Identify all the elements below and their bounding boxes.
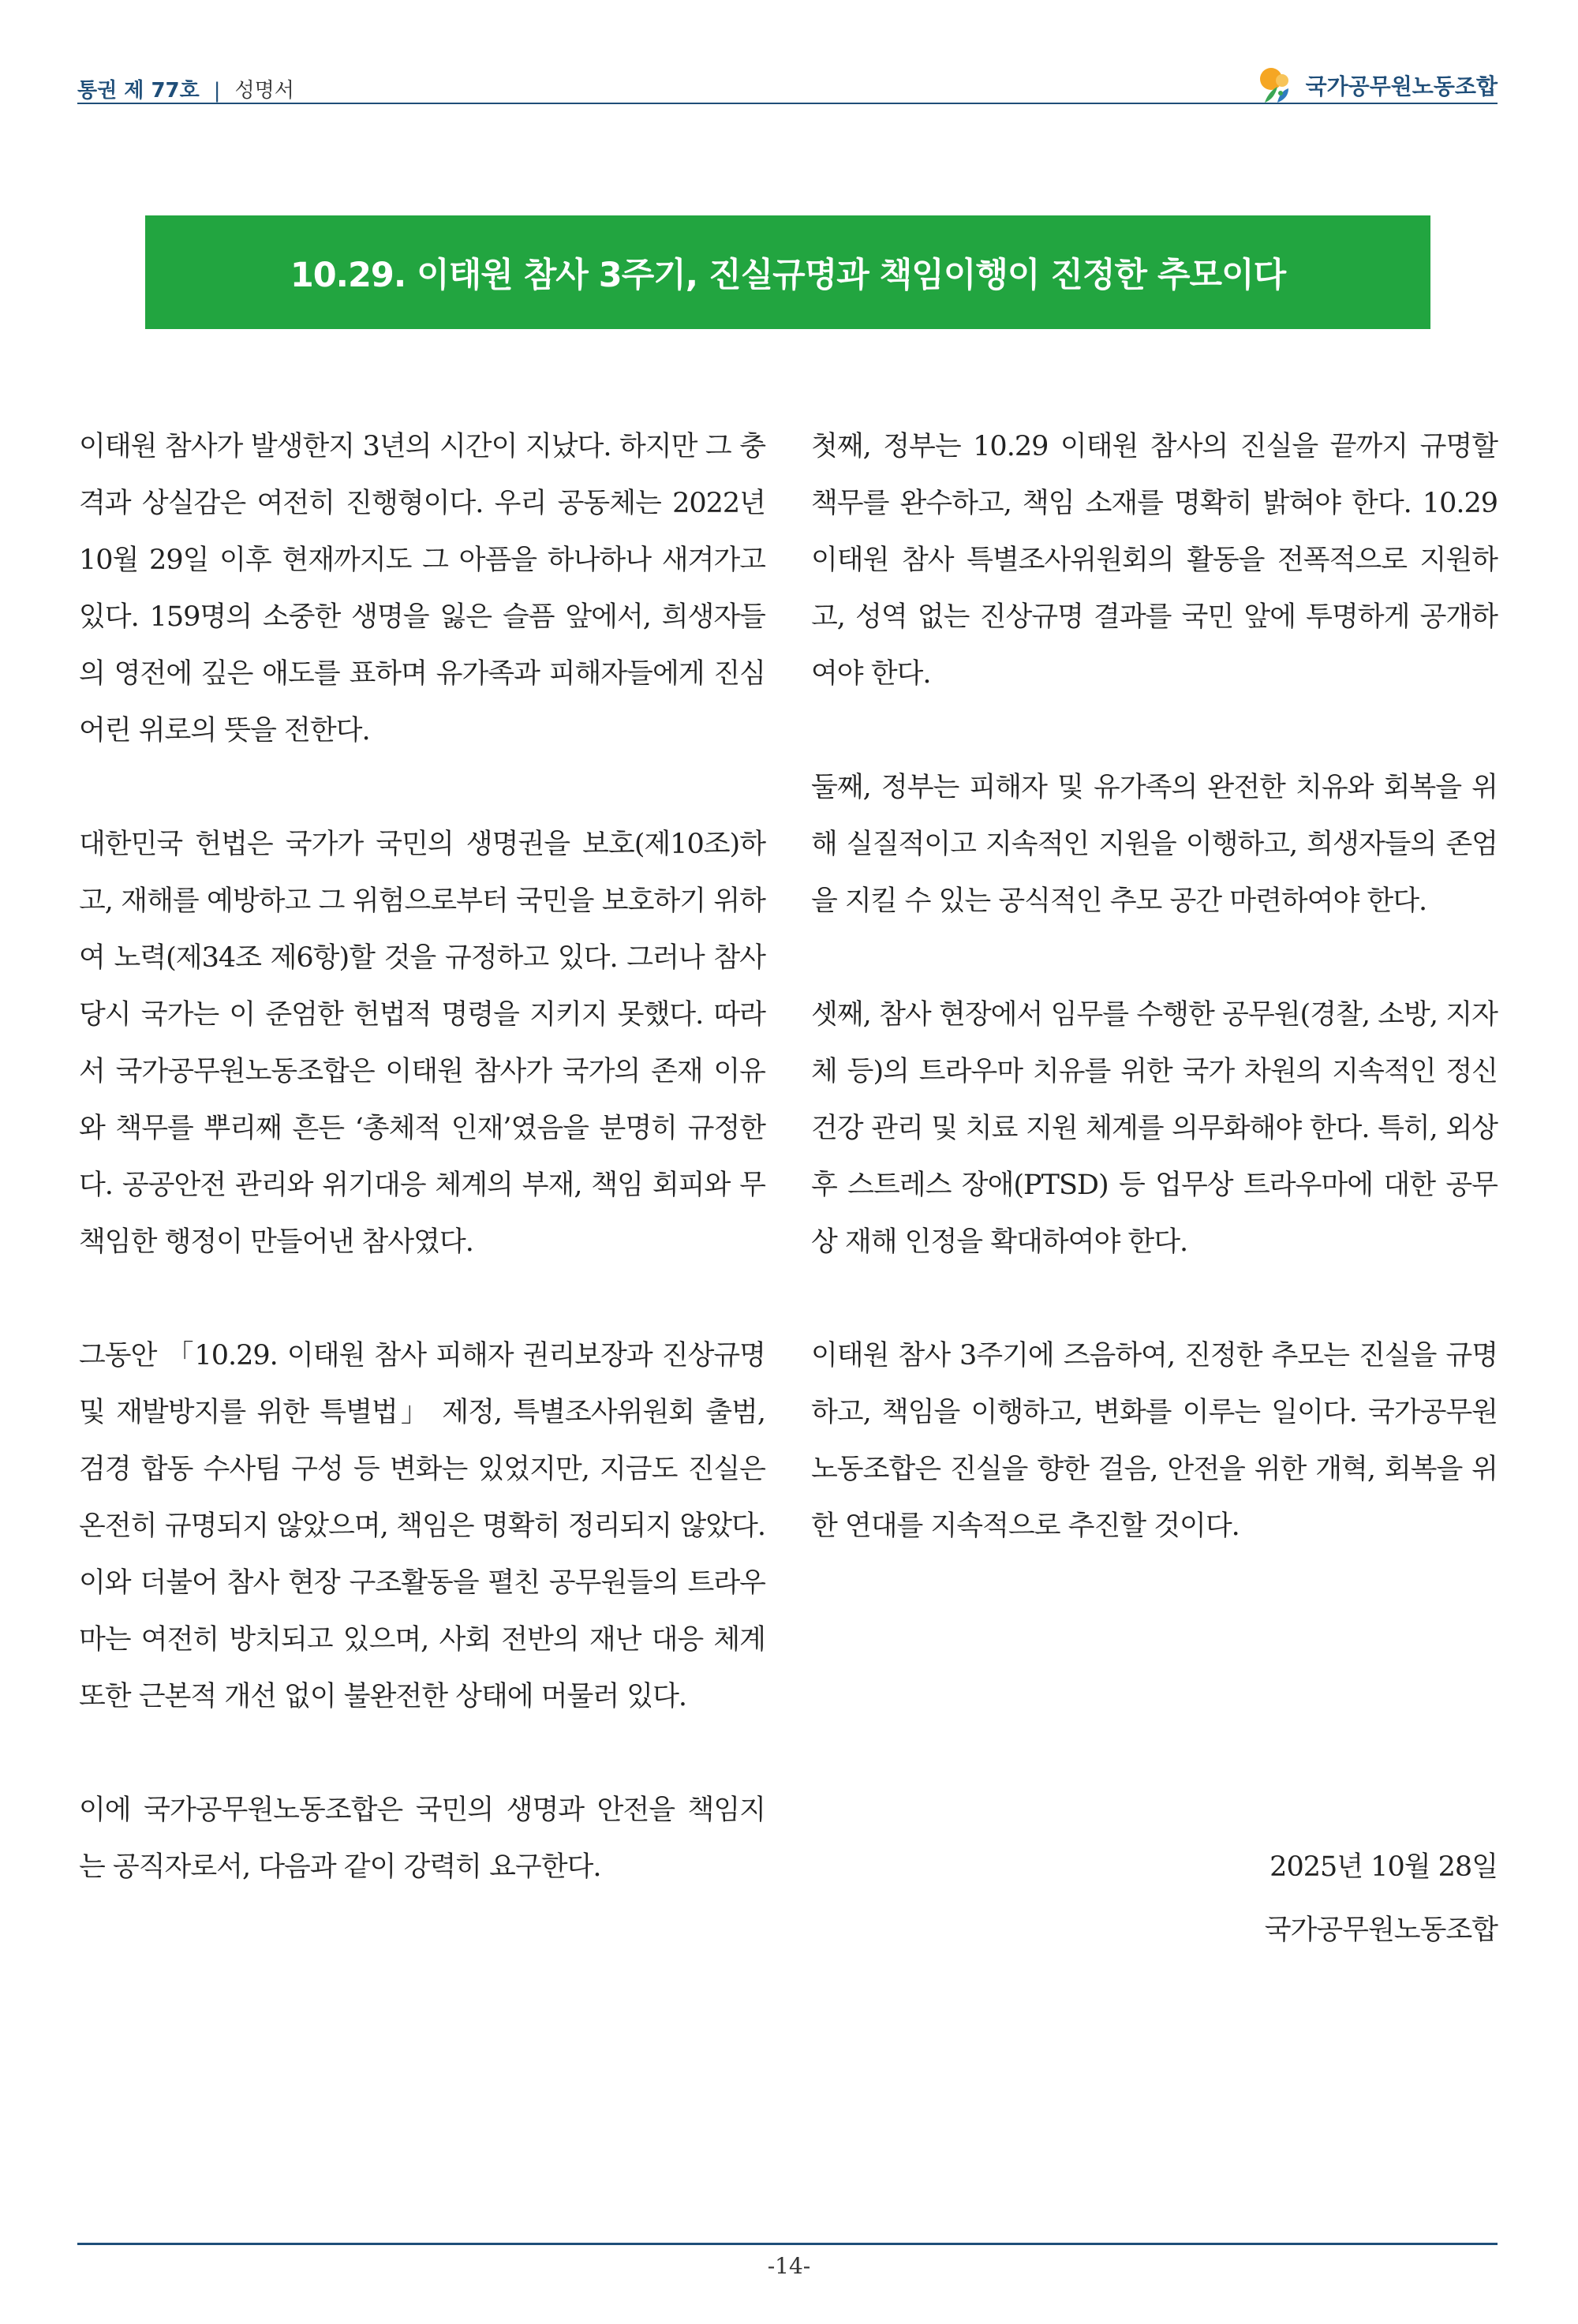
paragraph: 이태원 참사가 발생한지 3년의 시간이 지났다. 하지만 그 충격과 상실감은 여전히 진행형이다. 우리 공동체는 2022년 10월 29일 이후 현재까지도 그 아픔을 하나하나 새겨가고 있다. 159명의 소중한 생명을 잃은 슬픔 앞에서, 희생자들의 영전에 깊은 애도를 표하며 유가족과 피해자들에게 진심어린 위로의 뜻을 전한다. [79,431,765,747]
paragraph: 첫째, 정부는 10.29 이태원 참사의 진실을 끝까지 규명할 책무를 완수하고, 책임 소재를 명확히 밝혀야 한다. 10.29 이태원 참사 특별조사위원회의 활동을 전폭적으로 지원하고, 성역 없는 진상규명 결과를 국민 앞에 투명하게 공개하여야 한다. [811,431,1498,690]
statement-date: 2025년 10월 28일 [1270,1851,1498,1883]
issue-number: 통권 제 77호 [77,79,200,103]
union-logo-icon [1254,63,1298,107]
statement-title: 10.29. 이태원 참사 3주기, 진실규명과 책임이행이 진정한 추모이다 [290,255,1286,295]
union-brand [1254,63,1498,107]
paragraph: 대한민국 헌법은 국가가 국민의 생명권을 보호(제10조)하고, 재해를 예방하고 그 위험으로부터 국민을 보호하기 위하여 노력(제34조 제6항)할 것을 규정하고 있다. 그러나 참사 당시 국가는 이 준엄한 헌법적 명령을 지키지 못했다. 따라서 국가공무원노동조합은 이태원 참사가 국가의 존재 이유와 책무를 뿌리째 흔든 ‘총체적 인재’였음을 분명히 규정한다. 공공안전 관리와 위기대응 체계의 부재, 책임 회피와 무책임한 행정이 만들어낸 참사였다. [79,829,765,1258]
title-banner [145,215,1430,329]
footer-divider [77,2243,1498,2245]
paragraph: 둘째, 정부는 피해자 및 유가족의 완전한 치유와 회복을 위해 실질적이고 지속적인 지원을 이행하고, 희생자들의 존엄을 지킬 수 있는 공식적인 추모 공간 마련하여야 한다. [811,772,1498,917]
signature-block [811,1836,1498,1962]
paragraph: 이태원 참사 3주기에 즈음하여, 진정한 추모는 진실을 규명하고, 책임을 이행하고, 변화를 이루는 일이다. 국가공무원노동조합은 진실을 향한 걸음, 안전을 위한 개혁, 회복을 위한 연대를 지속적으로 추진할 것이다. [811,1340,1498,1542]
header-divider [77,103,1498,104]
page-header [77,68,1498,103]
issue-label [77,74,294,103]
signature-org: 국가공무원노동조합 [1264,1914,1498,1946]
left-column [79,418,765,1952]
paragraph: 셋째, 참사 현장에서 임무를 수행한 공무원(경찰, 소방, 지자체 등)의 트라우마 치유를 위한 국가 차원의 지속적인 정신건강 관리 및 치료 지원 체계를 의무화해야 한다. 특히, 외상 후 스트레스 장애(PTSD) 등 업무상 트라우마에 대한 공무상 재해 인정을 확대하여야 한다. [811,999,1498,1258]
page-number: -14- [767,2253,811,2279]
paragraph: 이에 국가공무원노동조합은 국민의 생명과 안전을 책임지는 공직자로서, 다음과 같이 강력히 요구한다. [79,1794,765,1883]
header-separator: | [213,79,221,103]
right-column [811,418,1498,1611]
section-name: 성명서 [234,79,294,103]
paragraph: 그동안 「10.29. 이태원 참사 피해자 권리보장과 진상규명 및 재발방지를 위한 특별법」 제정, 특별조사위원회 출범, 검경 합동 수사팀 구성 등 변화는 있었지만, 지금도 진실은 온전히 규명되지 않았으며, 책임은 명확히 정리되지 않았다. 이와 더불어 참사 현장 구조활동을 펼친 공무원들의 트라우마는 여전히 방치되고 있으며, 사회 전반의 재난 대응 체계 또한 근본적 개선 없이 불완전한 상태에 머물러 있다. [79,1340,765,1712]
union-name: 국가공무원노동조합 [1305,73,1498,99]
